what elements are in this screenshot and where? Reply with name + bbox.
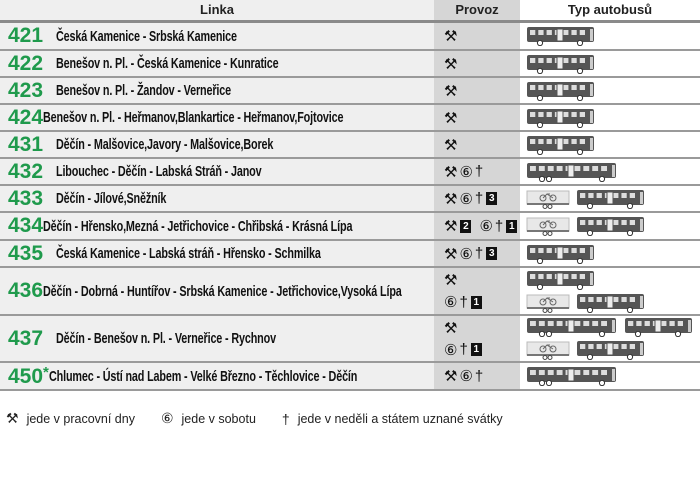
- operation-cell: [434, 132, 520, 157]
- saturday-icon: ⑥: [459, 368, 473, 385]
- table-row: [0, 268, 700, 316]
- bus-type-cell: [520, 268, 700, 314]
- operation-line: [444, 215, 520, 237]
- sunday-icon: †: [474, 190, 484, 207]
- footnote-badge: 1: [471, 343, 482, 356]
- legend-item: [161, 410, 256, 427]
- short-bus-icon: [576, 189, 646, 209]
- line-number: [0, 327, 56, 351]
- bike-trailer-icon: [526, 216, 570, 236]
- bus-type-line: [526, 106, 700, 129]
- table-row: [0, 363, 700, 391]
- line-number-value: 436: [8, 279, 44, 302]
- footnote-badge: 1: [506, 220, 517, 233]
- saturday-icon: ⑥: [479, 218, 493, 235]
- route-name: Benešov n. Pl. - Česká Kamenice - Kunratice: [56, 55, 279, 72]
- legend-text: jede v neděli a státem uznané svátky: [297, 411, 503, 426]
- short-bus-icon: [526, 244, 596, 264]
- workday-icon: ⚒: [6, 410, 19, 426]
- header-operation: Provoz: [434, 0, 520, 20]
- sunday-icon: †: [494, 217, 504, 235]
- line-number-value: 435: [8, 241, 44, 265]
- bus-type-line: [526, 160, 700, 183]
- operation-cell: [434, 186, 520, 211]
- workday-icon: ⚒: [444, 272, 458, 289]
- workday-icon: ⚒: [444, 218, 458, 235]
- short-bus-icon: [526, 81, 596, 101]
- sunday-icon: †: [459, 293, 468, 311]
- sunday-icon: †: [474, 163, 484, 180]
- sunday-icon: †: [474, 367, 484, 385]
- workday-icon: ⚒: [444, 109, 458, 127]
- legend-text: jede v sobotu: [181, 411, 256, 426]
- line-number-suffix: *: [43, 363, 49, 381]
- bus-type-line: [526, 365, 700, 388]
- header-bus-type: Typ autobusů: [520, 0, 700, 20]
- bus-type-line: [526, 25, 700, 48]
- short-bus-icon: [576, 293, 646, 313]
- bus-type-line: [526, 187, 700, 210]
- bike-trailer-icon: [526, 293, 570, 313]
- line-number: [0, 214, 43, 238]
- route-name: Děčín - Dobrná - Huntířov - Srbská Kamenice - Jetřichovice,Vysoká Lípa: [43, 282, 402, 300]
- table-row: [0, 213, 700, 241]
- bus-type-line: [526, 339, 700, 362]
- operation-line: [444, 339, 520, 361]
- line-number: [0, 79, 56, 103]
- operation-cell: [434, 23, 520, 49]
- bus-type-cell: [520, 132, 700, 157]
- line-number: [0, 106, 43, 130]
- short-bus-icon: [526, 108, 596, 128]
- workday-icon: ⚒: [444, 28, 458, 45]
- route-name: Děčín - Jílové,Sněžník: [56, 190, 167, 207]
- operation-line: [444, 269, 520, 291]
- route-name: Benešov n. Pl. - Žandov - Verneřice: [56, 82, 232, 99]
- header-line: Linka: [0, 0, 434, 20]
- table-row: [0, 23, 700, 51]
- bike-trailer-icon: [526, 340, 570, 360]
- line-number: [0, 133, 56, 157]
- workday-icon: ⚒: [444, 136, 458, 154]
- operation-line: [444, 188, 520, 210]
- operation-cell: [434, 51, 520, 76]
- operation-line: [444, 317, 520, 339]
- line-number-value: 424: [8, 105, 44, 129]
- line-number: [0, 187, 56, 211]
- route-name: Děčín - Benešov n. Pl. - Verneřice - Rychnov: [56, 330, 276, 347]
- table-row: [0, 78, 700, 105]
- table-header: [0, 0, 700, 23]
- table-row: [0, 105, 700, 132]
- workday-icon: ⚒: [444, 55, 458, 73]
- saturday-icon: ⑥: [160, 410, 174, 426]
- operation-line: [444, 25, 520, 47]
- bus-type-cell: [520, 241, 700, 266]
- table-row: [0, 316, 700, 363]
- line-number-value: 434: [8, 214, 44, 237]
- bus-type-cell: [520, 316, 700, 361]
- short-bus-icon: [526, 270, 596, 290]
- route-name: Děčín - Malšovice,Javory - Malšovice,Borek: [56, 136, 274, 153]
- sunday-icon: †: [459, 341, 468, 358]
- saturday-icon: ⑥: [459, 245, 473, 263]
- bus-type-line: [526, 291, 700, 314]
- line-number: [0, 52, 56, 76]
- operation-line: [444, 134, 520, 156]
- operation-cell: [434, 241, 520, 266]
- workday-icon: ⚒: [444, 190, 458, 208]
- operation-cell: [434, 268, 520, 314]
- footnote-badge: 2: [460, 220, 471, 233]
- short-bus-icon: [624, 317, 694, 337]
- line-number-value: 432: [8, 159, 44, 183]
- bus-type-line: [526, 316, 700, 339]
- line-number-value: 421: [8, 24, 44, 47]
- bus-type-cell: [520, 78, 700, 103]
- long-bus-icon: [526, 162, 618, 182]
- short-bus-icon: [526, 54, 596, 74]
- bus-type-cell: [520, 213, 700, 239]
- bus-type-line: [526, 242, 700, 265]
- table-row: [0, 51, 700, 78]
- footnote-badge: 3: [486, 192, 497, 205]
- line-number-value: 437: [8, 326, 44, 350]
- route-name: Česká Kamenice - Srbská Kamenice: [56, 27, 237, 45]
- sunday-icon: †: [474, 245, 484, 262]
- footnote-badge: 3: [486, 247, 497, 260]
- operation-cell: [434, 316, 520, 361]
- operation-cell: [434, 213, 520, 239]
- saturday-icon: ⑥: [459, 190, 473, 208]
- sunday-icon: †: [281, 410, 290, 427]
- bus-type-cell: [520, 105, 700, 130]
- bus-type-cell: [520, 186, 700, 211]
- line-number: [0, 279, 43, 303]
- saturday-icon: ⑥: [444, 341, 458, 359]
- route-name: Děčín - Hřensko,Mezná - Jetřichovice - Chřibská - Krásná Lípa: [43, 217, 353, 235]
- table-row: [0, 186, 700, 213]
- route-name: Benešov n. Pl. - Heřmanov,Blankartice - Heřmanov,Fojtovice: [43, 109, 344, 126]
- short-bus-icon: [576, 216, 646, 236]
- bus-type-line: [526, 52, 700, 75]
- route-name: Česká Kamenice - Labská stráň - Hřensko - Schmilka: [56, 245, 321, 262]
- line-number-value: 422: [8, 51, 44, 75]
- bus-type-line: [526, 215, 700, 238]
- operation-line: [444, 243, 520, 265]
- workday-icon: ⚒: [444, 82, 458, 100]
- line-number-value: 433: [8, 186, 44, 210]
- saturday-icon: ⑥: [444, 294, 458, 311]
- table-row: [0, 159, 700, 186]
- operation-cell: [434, 363, 520, 389]
- operation-line: [444, 365, 520, 387]
- line-number: [0, 24, 56, 48]
- long-bus-icon: [526, 317, 618, 337]
- bus-type-line: [526, 268, 700, 291]
- table-row: [0, 241, 700, 268]
- bus-type-line: [526, 133, 700, 156]
- line-number: [0, 242, 56, 266]
- long-bus-icon: [526, 366, 618, 386]
- legend-item: [282, 411, 503, 427]
- short-bus-icon: [526, 26, 596, 46]
- line-number: [0, 160, 56, 184]
- bus-type-cell: [520, 51, 700, 76]
- line-number-value: 423: [8, 78, 44, 102]
- operation-cell: [434, 105, 520, 130]
- operation-line: [444, 80, 520, 102]
- table-row: [0, 132, 700, 159]
- bus-type-cell: [520, 159, 700, 184]
- line-number-value: 431: [8, 132, 44, 156]
- workday-icon: ⚒: [444, 163, 458, 181]
- line-number-value: 450: [8, 364, 44, 388]
- legend: [6, 410, 529, 427]
- saturday-icon: ⑥: [459, 163, 473, 181]
- operation-line: [444, 291, 520, 313]
- operation-line: [444, 107, 520, 129]
- route-name: Libouchec - Děčín - Labská Stráň - Janov: [56, 163, 262, 180]
- short-bus-icon: [526, 135, 596, 155]
- bike-trailer-icon: [526, 189, 570, 209]
- bus-type-cell: [520, 23, 700, 49]
- workday-icon: ⚒: [444, 245, 458, 263]
- operation-cell: [434, 78, 520, 103]
- operation-line: [444, 53, 520, 75]
- operation-line: [444, 161, 520, 183]
- legend-item: [6, 410, 135, 427]
- operation-cell: [434, 159, 520, 184]
- bus-type-line: [526, 79, 700, 102]
- footnote-badge: 1: [471, 296, 482, 309]
- legend-text: jede v pracovní dny: [26, 411, 135, 426]
- workday-icon: ⚒: [444, 368, 458, 385]
- bus-type-cell: [520, 363, 700, 389]
- workday-icon: ⚒: [444, 319, 458, 337]
- route-name: Chlumec - Ústí nad Labem - Velké Březno - Těchlovice - Děčín: [48, 367, 358, 385]
- line-number: [0, 364, 49, 389]
- short-bus-icon: [576, 340, 646, 360]
